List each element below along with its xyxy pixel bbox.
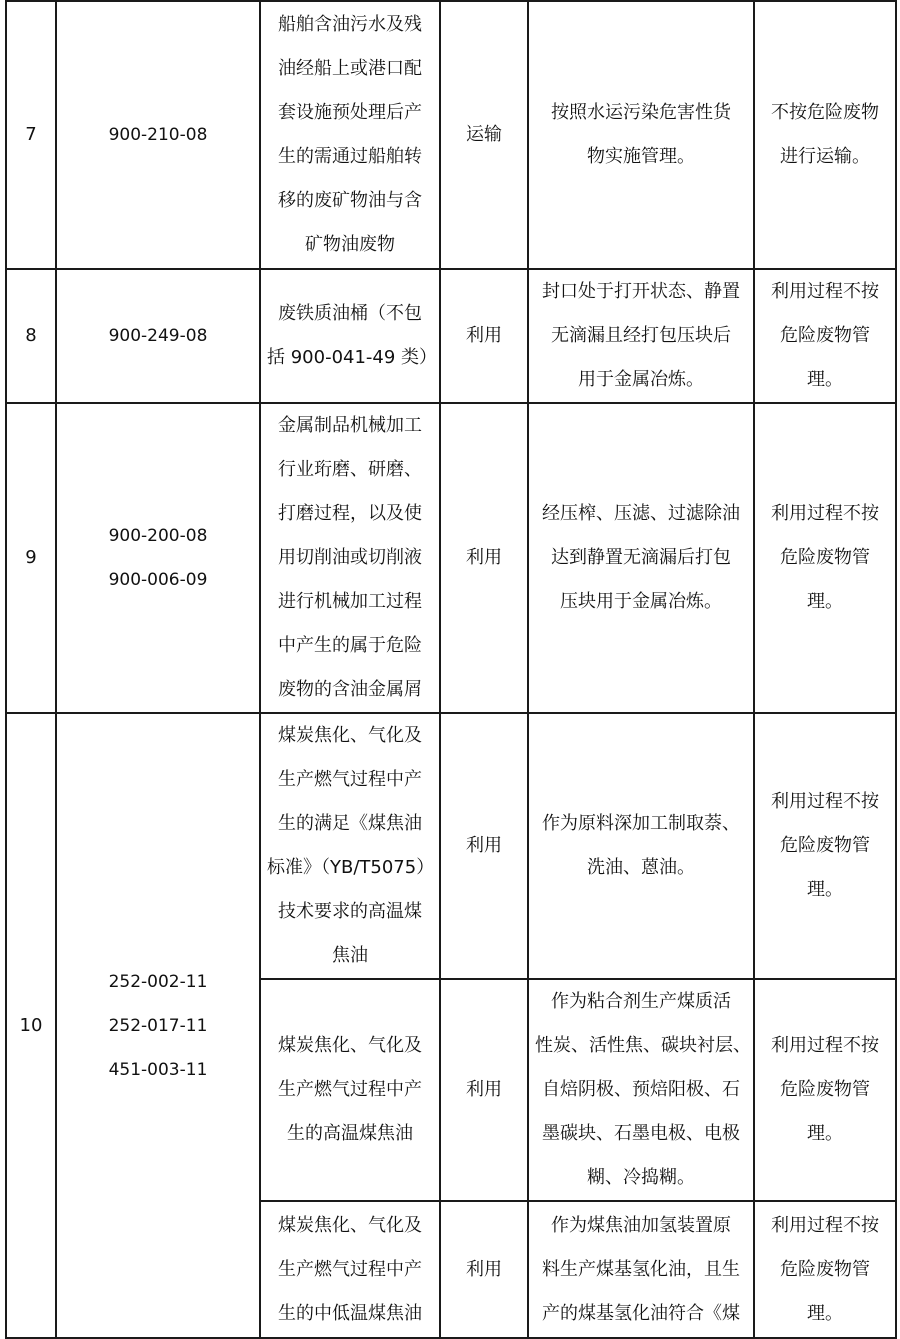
waste-code: 900-249-08 — [108, 326, 208, 346]
description-line: 生产燃气过程中产 — [278, 1079, 422, 1100]
condition-line: 封口处于打开状态、静置 — [542, 281, 740, 302]
waste-code: 900-200-08 — [108, 526, 208, 546]
exemption-content-cell — [754, 269, 896, 403]
description-line: 生的满足《煤焦油 — [278, 813, 422, 834]
description-line: 废铁质油桶（不包 — [278, 303, 422, 324]
stage-cell: 利用 — [440, 979, 528, 1201]
waste-code-cell — [56, 713, 260, 1338]
table-row — [6, 713, 896, 979]
stage-cell: 利用 — [440, 713, 528, 979]
exemption-line: 危险废物管 — [780, 835, 870, 856]
exemption-content-cell — [754, 979, 896, 1201]
exemption-line: 理。 — [807, 1123, 843, 1144]
row-number: 7 — [6, 1, 56, 269]
description-line: 煤炭焦化、气化及 — [278, 725, 422, 746]
description-line: 打磨过程，以及使 — [278, 503, 422, 524]
description-line: 生的高温煤焦油 — [287, 1123, 413, 1144]
table-row — [6, 1, 896, 269]
description-line: 中产生的属于危险 — [278, 635, 422, 656]
table-row — [6, 403, 896, 713]
exemption-line: 理。 — [807, 1302, 843, 1324]
exemption-condition-cell — [528, 269, 754, 403]
waste-description-cell — [260, 979, 440, 1201]
description-line: 括 900-041-49 类） — [267, 347, 438, 368]
condition-line: 性炭、活性焦、碳块衬层、 — [535, 1035, 751, 1056]
condition-line: 料生产煤基氢化油，且生 — [542, 1258, 740, 1280]
row-number: 8 — [6, 269, 56, 403]
condition-line: 墨碳块、石墨电极、电极 — [542, 1123, 740, 1144]
exemption-line: 理。 — [807, 591, 843, 612]
description-line: 生产燃气过程中产 — [278, 1258, 422, 1280]
description-line: 生产燃气过程中产 — [278, 769, 422, 790]
condition-line: 无滴漏且经打包压块后 — [551, 325, 731, 346]
exemption-condition-cell — [528, 1, 754, 269]
exemption-line: 利用过程不按 — [771, 503, 879, 524]
exemption-content-cell — [754, 713, 896, 979]
exemption-line: 危险废物管 — [780, 1079, 870, 1100]
waste-code: 252-002-11 — [108, 971, 208, 992]
condition-line: 物实施管理。 — [587, 146, 695, 167]
exemption-content-cell — [754, 1201, 896, 1338]
description-line: 进行机械加工过程 — [278, 591, 422, 612]
description-line: 船舶含油污水及残 — [278, 14, 422, 35]
description-line: 移的废矿物油与含 — [278, 190, 422, 211]
description-line: 金属制品机械加工 — [278, 415, 422, 436]
condition-line: 作为粘合剂生产煤质活 — [551, 991, 731, 1012]
stage-cell: 利用 — [440, 269, 528, 403]
exemption-content-cell — [754, 403, 896, 713]
exemption-line: 不按危险废物 — [771, 102, 879, 123]
description-line: 废物的含油金属屑 — [278, 679, 422, 700]
description-line: 生的需通过船舶转 — [278, 146, 422, 167]
exemption-line: 危险废物管 — [780, 325, 870, 346]
description-line: 行业珩磨、研磨、 — [278, 459, 422, 480]
description-line: 套设施预处理后产 — [278, 102, 422, 123]
exemption-line: 进行运输。 — [780, 146, 870, 167]
exemption-condition-cell — [528, 979, 754, 1201]
exemption-line: 利用过程不按 — [771, 791, 879, 812]
waste-code: 900-210-08 — [108, 125, 208, 145]
condition-line: 产的煤基氢化油符合《煤 — [542, 1302, 740, 1324]
description-line: 技术要求的高温煤 — [278, 901, 422, 922]
table-row — [6, 269, 896, 403]
row-number: 10 — [6, 713, 56, 1338]
condition-line: 作为煤焦油加氢装置原 — [551, 1214, 731, 1236]
exemption-condition-cell — [528, 403, 754, 713]
stage-cell: 运输 — [440, 1, 528, 269]
condition-line: 经压榨、压滤、过滤除油 — [542, 503, 740, 524]
hazardous-waste-exemption-table — [5, 0, 897, 1339]
exemption-line: 利用过程不按 — [771, 281, 879, 302]
condition-line: 压块用于金属冶炼。 — [560, 591, 722, 612]
waste-code: 252-017-11 — [108, 1015, 208, 1036]
description-line: 焦油 — [332, 945, 368, 966]
exemption-line: 危险废物管 — [780, 1258, 870, 1280]
waste-code-cell — [56, 1, 260, 269]
condition-line: 用于金属冶炼。 — [578, 369, 704, 390]
condition-line: 糊、冷捣糊。 — [587, 1167, 695, 1188]
condition-line: 洗油、蒽油。 — [587, 857, 695, 878]
exemption-content-cell — [754, 1, 896, 269]
waste-code: 451-003-11 — [108, 1059, 208, 1080]
waste-description-cell — [260, 713, 440, 979]
description-line: 煤炭焦化、气化及 — [278, 1035, 422, 1056]
waste-description-cell — [260, 1201, 440, 1338]
waste-code-cell — [56, 269, 260, 403]
exemption-line: 利用过程不按 — [771, 1035, 879, 1056]
exemption-line: 理。 — [807, 879, 843, 900]
condition-line: 达到静置无滴漏后打包 — [551, 547, 731, 568]
description-line: 煤炭焦化、气化及 — [278, 1214, 422, 1236]
description-line: 生的中低温煤焦油 — [278, 1302, 422, 1324]
description-line: 矿物油废物 — [305, 234, 395, 255]
condition-line: 作为原料深加工制取萘、 — [542, 813, 740, 834]
waste-code: 900-006-09 — [108, 570, 208, 590]
exemption-line: 利用过程不按 — [771, 1214, 879, 1236]
description-line: 油经船上或港口配 — [278, 58, 422, 79]
exemption-condition-cell — [528, 1201, 754, 1338]
description-line: 用切削油或切削液 — [278, 547, 422, 568]
waste-description-cell — [260, 403, 440, 713]
waste-description-cell — [260, 1, 440, 269]
description-line: 标准》（YB/T5075） — [267, 857, 435, 878]
condition-line: 自焙阴极、预焙阳极、石 — [542, 1079, 740, 1100]
row-number: 9 — [6, 403, 56, 713]
exemption-condition-cell — [528, 713, 754, 979]
stage-cell: 利用 — [440, 403, 528, 713]
exemption-line: 危险废物管 — [780, 547, 870, 568]
exemption-line: 理。 — [807, 369, 843, 390]
stage-cell: 利用 — [440, 1201, 528, 1338]
waste-description-cell — [260, 269, 440, 403]
condition-line: 按照水运污染危害性货 — [551, 102, 731, 123]
waste-code-cell — [56, 403, 260, 713]
